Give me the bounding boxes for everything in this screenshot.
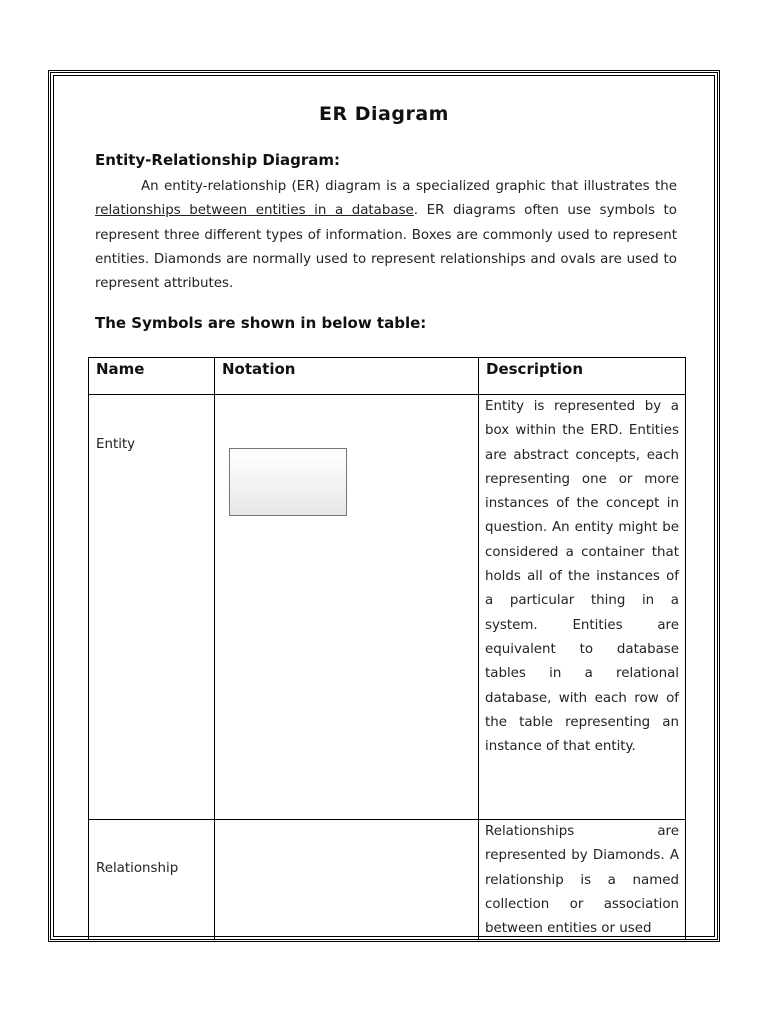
cell-notation	[215, 395, 479, 820]
relationship-name: Relationship	[96, 861, 179, 876]
entity-name: Entity	[96, 437, 136, 452]
symbols-table	[88, 357, 686, 942]
relationship-description: Relationships are represented by Diamonds. A relationship is a named collection or association between entities or used	[485, 824, 679, 937]
page-border	[48, 70, 720, 942]
cell-notation	[215, 820, 479, 942]
header-notation: Notation	[215, 358, 479, 395]
table-row-entity	[89, 395, 686, 820]
entity-rectangle-symbol	[229, 448, 347, 516]
header-description: Description	[479, 358, 686, 395]
cell-description	[479, 395, 686, 820]
page-title: ER Diagram	[319, 103, 449, 125]
table-row-relationship	[89, 820, 686, 942]
intro-underlined-phrase: relationships between entities in a database	[95, 203, 414, 219]
intro-paragraph	[95, 175, 677, 296]
table-header-row	[89, 358, 686, 395]
section-heading-symbols: The Symbols are shown in below table:	[95, 314, 427, 332]
cell-name	[89, 820, 215, 942]
header-name: Name	[89, 358, 215, 395]
section-heading-erd: Entity-Relationship Diagram:	[95, 151, 341, 169]
intro-text-end: . ER diagrams often use symbols to represent three different types of information. Boxes are commonly used to represent entities. Diamonds are normally used to represent relationships and ovals are used to represent attributes.	[95, 203, 677, 292]
cell-name	[89, 395, 215, 820]
intro-text-start: An entity-relationship (ER) diagram is a specialized graphic that illustrates the	[141, 179, 677, 194]
entity-description: Entity is represented by a box within the ERD. Entities are abstract concepts, each representing one or more instances of the concept in question. An entity might be considered a container that holds all of the instances of a particular thing in a system. Entities are equivalent to database tables in a relational database, with each row of the table representing an instance of that entity.	[485, 399, 679, 755]
cell-description	[479, 820, 686, 942]
